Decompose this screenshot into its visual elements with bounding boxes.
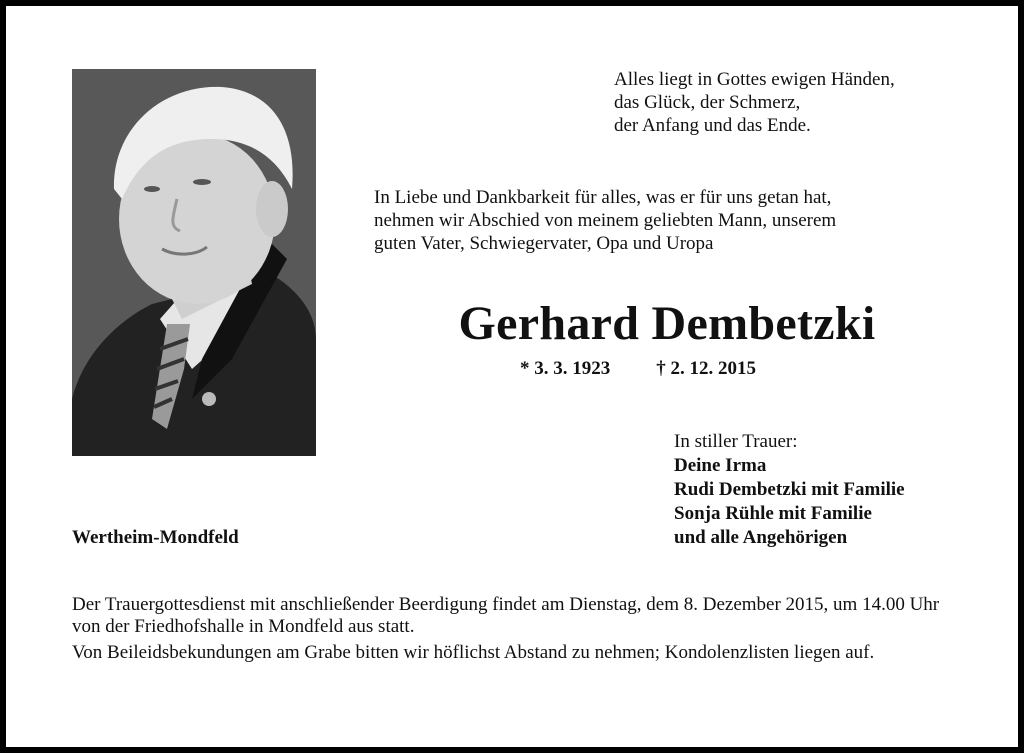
condolence-info: Von Beileidsbekundungen am Grabe bitten wir höflichst Abstand zu nehmen; Kondolenzlisten liegen auf.	[72, 642, 875, 663]
intro-line: guten Vater, Schwiegervater, Opa und Uropa	[374, 233, 714, 254]
portrait-photo	[72, 69, 316, 456]
portrait-icon	[72, 69, 316, 456]
place-name: Wertheim-Mondfeld	[72, 527, 239, 548]
mourner-name: und alle Angehörigen	[674, 527, 848, 548]
intro-line: nehmen wir Abschied von meinem geliebten Mann, unserem	[374, 210, 837, 231]
quote-line: Alles liegt in Gottes ewigen Händen,	[614, 69, 895, 90]
mourner-name: Rudi Dembetzki mit Familie	[674, 479, 905, 500]
mourner-name: Deine Irma	[674, 455, 767, 476]
bible-quote	[614, 68, 895, 137]
quote-line: das Glück, der Schmerz,	[614, 92, 801, 113]
funeral-notes	[72, 594, 966, 668]
mourners-heading: In stiller Trauer:	[674, 431, 798, 452]
life-dates	[520, 357, 756, 381]
birth-date: * 3. 3. 1923	[520, 358, 611, 379]
mourners-block	[674, 430, 905, 550]
death-date: † 2. 12. 2015	[656, 358, 756, 379]
intro-text	[374, 186, 966, 255]
service-info: Der Trauergottesdienst mit anschließender Beerdigung findet am Dienstag, dem 8. Dezember 2015, um 14.00 Uhr von der Friedhofshalle in Mondfeld aus statt.	[72, 594, 940, 637]
deceased-name: Gerhard Dembetzki	[458, 297, 876, 350]
mourner-name: Sonja Rühle mit Familie	[674, 503, 872, 524]
intro-line: In Liebe und Dankbarkeit für alles, was er für uns getan hat,	[374, 187, 832, 208]
quote-line: der Anfang und das Ende.	[614, 115, 811, 136]
